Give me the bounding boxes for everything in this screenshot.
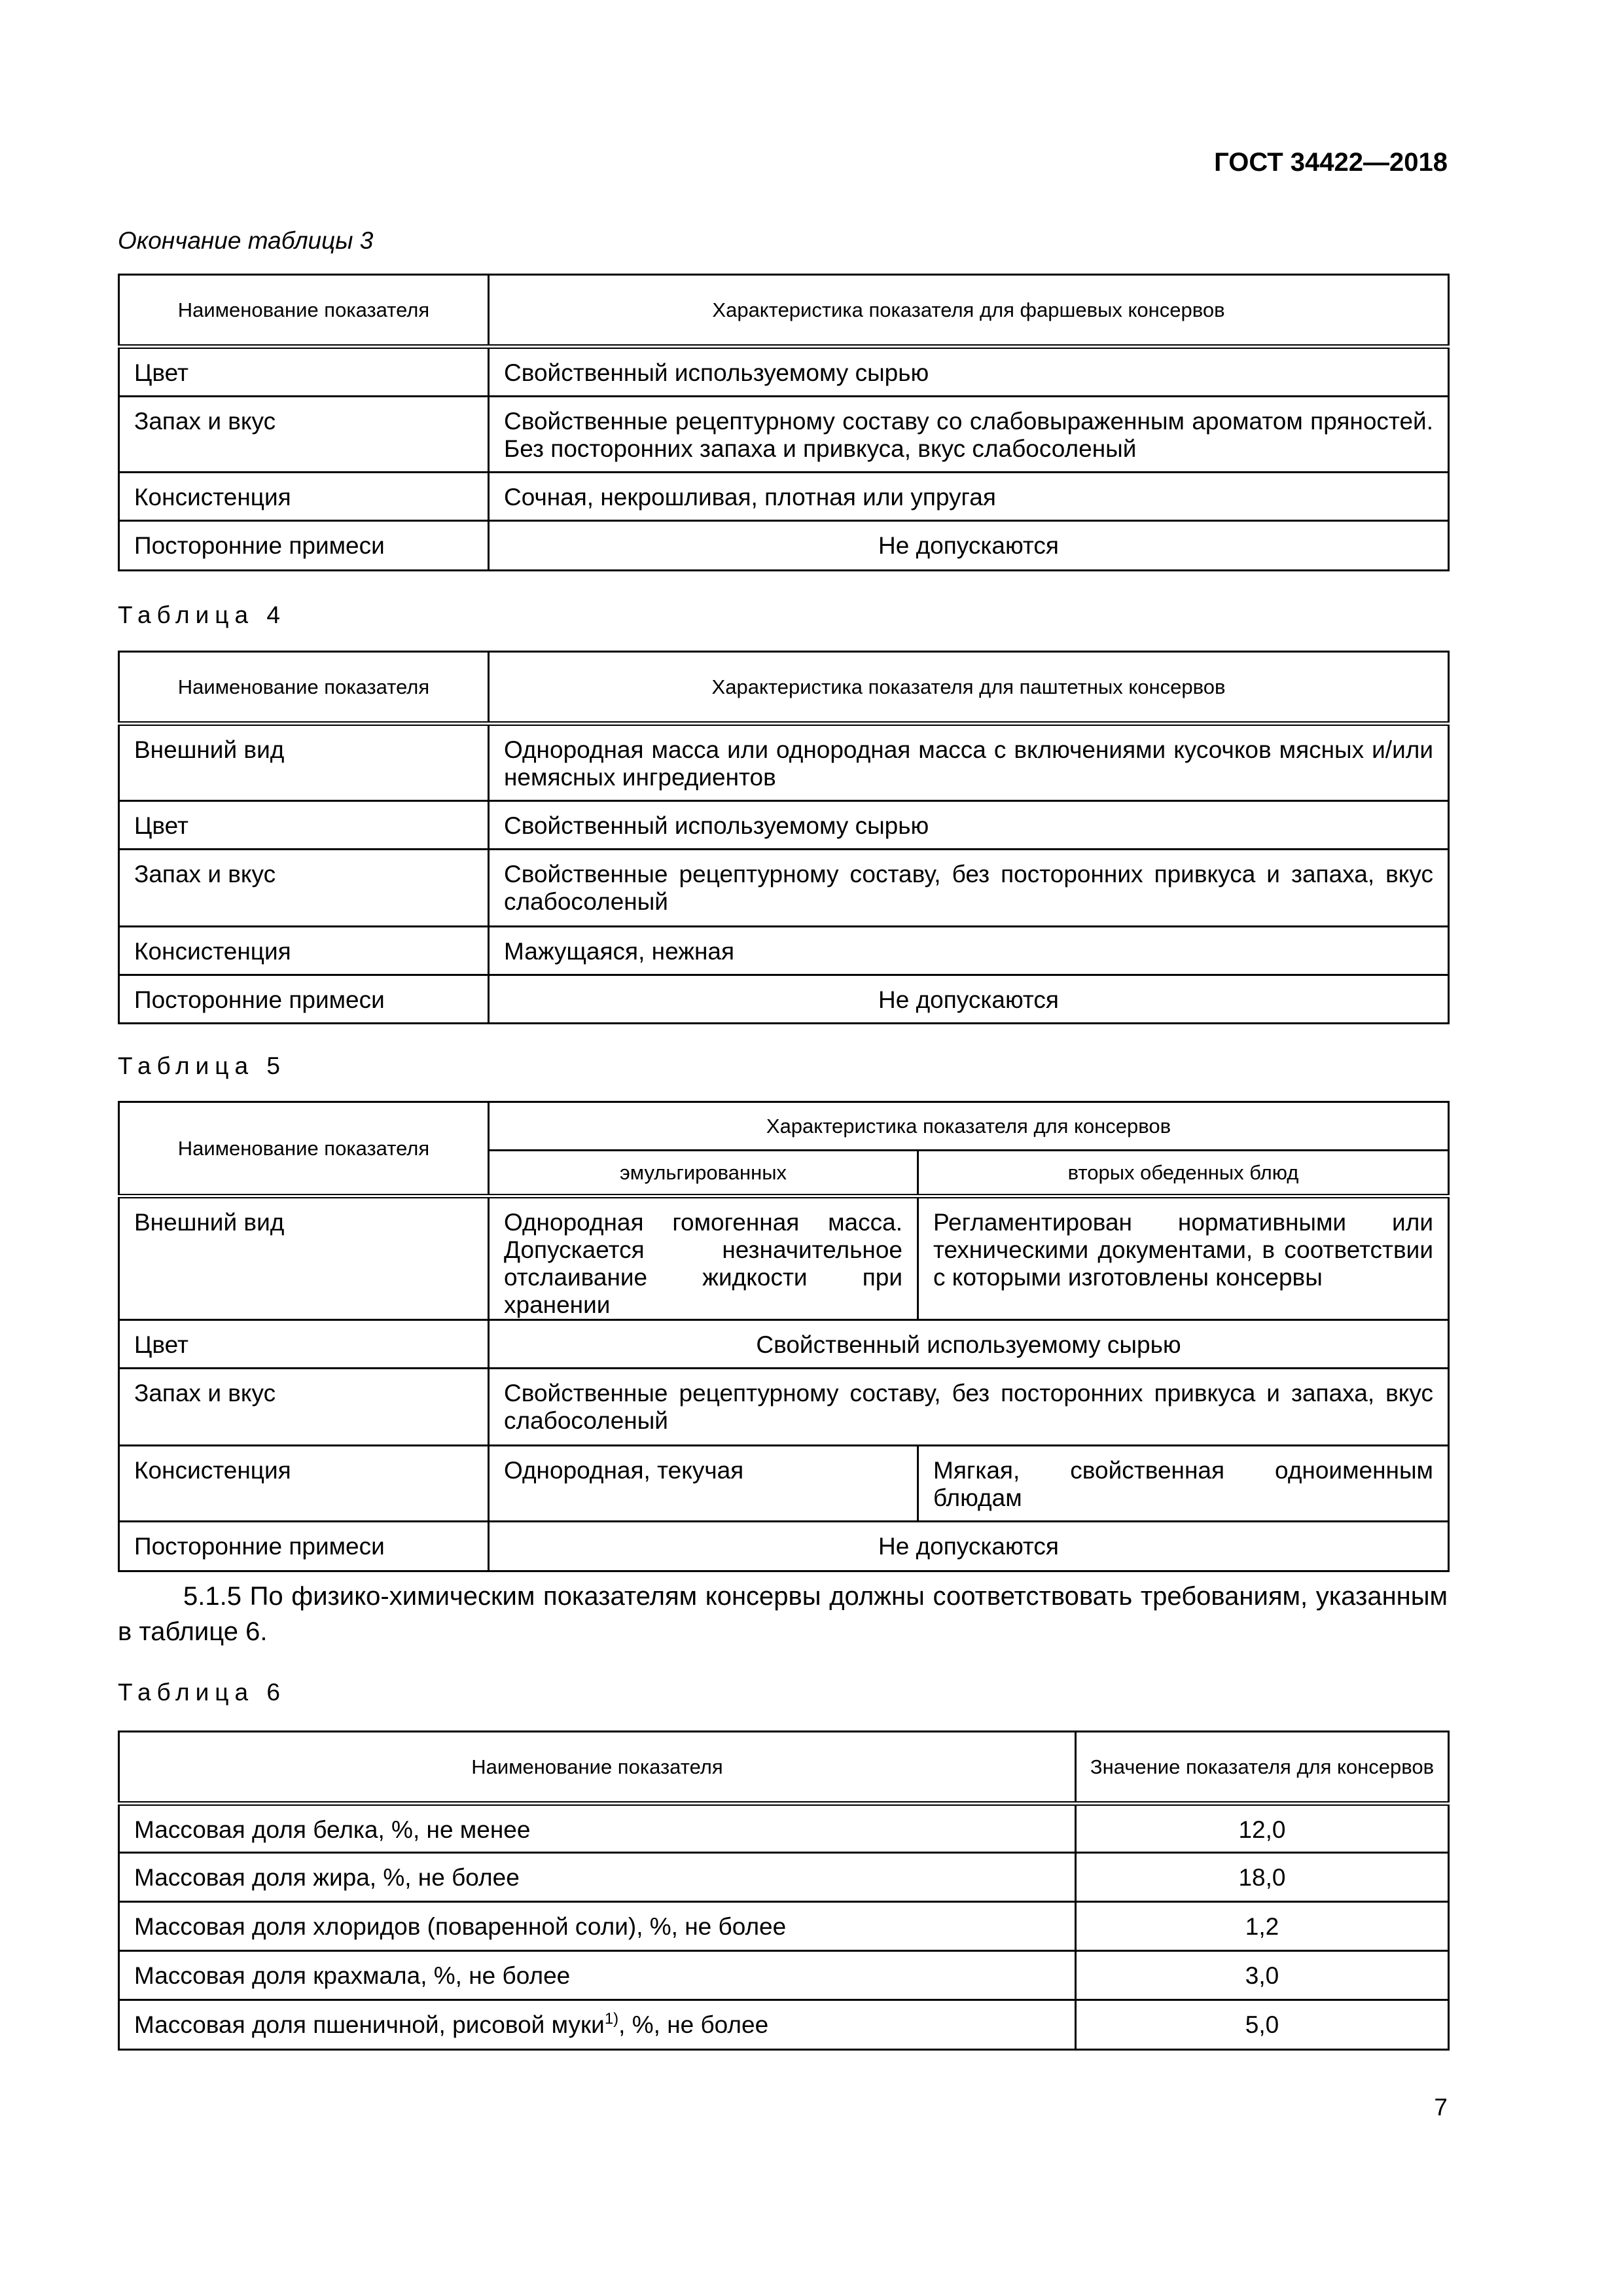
table-row — [119, 473, 1449, 521]
table3 — [118, 274, 1450, 571]
table4-col2-header: Характеристика показателя для паштетных консервов — [489, 652, 1449, 724]
table4 — [118, 651, 1450, 1024]
table4-row-value: Мажущаяся, нежная — [489, 927, 1449, 975]
table3-row-name: Запах и вкус — [119, 397, 489, 473]
table4-row-value: Свойственный используемому сырью — [489, 801, 1449, 850]
table3-col2-header: Характеристика показателя для фаршевых консервов — [489, 275, 1449, 347]
table5-row-name: Запах и вкус — [119, 1369, 489, 1446]
table-row — [119, 1951, 1449, 2000]
table5-row-name: Цвет — [119, 1320, 489, 1369]
table5-group-header-row — [119, 1102, 1449, 1151]
table6-row-name: Массовая доля жира, %, не более — [119, 1853, 1076, 1902]
table6-row-value: 3,0 — [1076, 1951, 1449, 2000]
table-row — [119, 975, 1449, 1024]
table5-row-value: Свойственные рецептурному составу, без посторонних привкуса и запаха, вкус слабосоленый — [489, 1369, 1449, 1446]
table-row — [119, 347, 1449, 397]
table5-row-value: Не допускаются — [489, 1522, 1449, 1571]
table5-row-value-main-dishes: Регламентирован нормативными или техническими документами, в соответствии с которыми изготовлены консервы — [918, 1196, 1449, 1320]
table5-row-value-main-dishes: Мягкая, свойственная одноименным блюдам — [918, 1446, 1449, 1522]
table-row — [119, 724, 1449, 801]
table6-row-name: Массовая доля крахмала, %, не более — [119, 1951, 1076, 2000]
table6-caption: Таблица 6 — [118, 1679, 286, 1706]
table6-row-value: 12,0 — [1076, 1804, 1449, 1853]
table-row — [119, 801, 1449, 850]
table5-subheader-main-dishes: вторых обеденных блюд — [918, 1151, 1449, 1196]
table4-row-name: Запах и вкус — [119, 850, 489, 927]
table6-row-name: Массовая доля белка, %, не менее — [119, 1804, 1076, 1853]
table5-row-value-emulsified: Однородная, текучая — [489, 1446, 918, 1522]
table3-row-value: Сочная, некрошливая, плотная или упругая — [489, 473, 1449, 521]
table6 — [118, 1731, 1450, 2051]
table6-header-row — [119, 1732, 1449, 1804]
table3-col1-header: Наименование показателя — [119, 275, 489, 347]
table-row — [119, 927, 1449, 975]
table-row — [119, 1369, 1449, 1446]
table4-row-value: Свойственные рецептурному составу, без посторонних привкуса и запаха, вкус слабосоленый — [489, 850, 1449, 927]
table4-header-row — [119, 652, 1449, 724]
page-number: 7 — [1434, 2094, 1448, 2121]
table4-row-value: Не допускаются — [489, 975, 1449, 1024]
table-row — [119, 1902, 1449, 1951]
table5-group-header: Характеристика показателя для консервов — [489, 1102, 1449, 1151]
document-id: ГОСТ 34422—2018 — [1214, 148, 1448, 177]
table3-row-value: Свойственные рецептурному составу со слабовыраженным ароматом пряностей. Без посторонних запаха и привкуса, вкус слабосоленый — [489, 397, 1449, 473]
table-row — [119, 1320, 1449, 1369]
paragraph-5-1-5: 5.1.5 По физико-химическим показателям консервы должны соответствовать требованиям, указанным в таблице 6. — [118, 1582, 1448, 1646]
table5-col1-header: Наименование показателя — [119, 1102, 489, 1196]
table3-row-value: Не допускаются — [489, 521, 1449, 571]
table6-row-name-tail: , %, не более — [618, 2011, 769, 2038]
table5-caption: Таблица 5 — [118, 1052, 286, 1079]
table-row — [119, 1196, 1449, 1320]
footnote-mark: 1) — [604, 2010, 619, 2028]
table-row — [119, 2000, 1449, 2050]
table3-row-name: Консистенция — [119, 473, 489, 521]
table4-row-value: Однородная масса или однородная масса с включениями кусочков мясных и/или немясных ингредиентов — [489, 724, 1449, 801]
table6-row-name: Массовая доля хлоридов (поваренной соли), %, не более — [119, 1902, 1076, 1951]
table5-row-name: Консистенция — [119, 1446, 489, 1522]
table6-row-value: 18,0 — [1076, 1853, 1449, 1902]
table4-row-name: Посторонние примеси — [119, 975, 489, 1024]
table6-row-name-main: Массовая доля пшеничной, рисовой муки — [134, 2011, 605, 2038]
table-row — [119, 1522, 1449, 1571]
table3-row-value: Свойственный используемому сырью — [489, 347, 1449, 397]
table6-col1-header: Наименование показателя — [119, 1732, 1076, 1804]
table3-row-name: Посторонние примеси — [119, 521, 489, 571]
table5-row-value: Свойственный используемому сырью — [489, 1320, 1449, 1369]
table6-row-value: 5,0 — [1076, 2000, 1449, 2050]
table5 — [118, 1101, 1450, 1572]
table6-row-value: 1,2 — [1076, 1902, 1449, 1951]
table4-row-name: Консистенция — [119, 927, 489, 975]
table5-row-name: Внешний вид — [119, 1196, 489, 1320]
table-row — [119, 1804, 1449, 1853]
table4-row-name: Цвет — [119, 801, 489, 850]
table4-row-name: Внешний вид — [119, 724, 489, 801]
table-row — [119, 1446, 1449, 1522]
table5-row-name: Посторонние примеси — [119, 1522, 489, 1571]
table3-header-row — [119, 275, 1449, 347]
table6-col2-header: Значение показателя для консервов — [1076, 1732, 1449, 1804]
table4-caption: Таблица 4 — [118, 601, 286, 628]
table3-row-name: Цвет — [119, 347, 489, 397]
table5-subheader-emulsified: эмульгированных — [489, 1151, 918, 1196]
table-row — [119, 850, 1449, 927]
table3-caption: Окончание таблицы 3 — [118, 227, 374, 254]
table4-col1-header: Наименование показателя — [119, 652, 489, 724]
table5-row-value-emulsified: Однородная гомогенная масса. Допускается незначительное отслаивание жидкости при хранении — [489, 1196, 918, 1320]
table-row — [119, 1853, 1449, 1902]
table-row — [119, 397, 1449, 473]
table-row — [119, 521, 1449, 571]
table6-row-name — [119, 2000, 1076, 2050]
